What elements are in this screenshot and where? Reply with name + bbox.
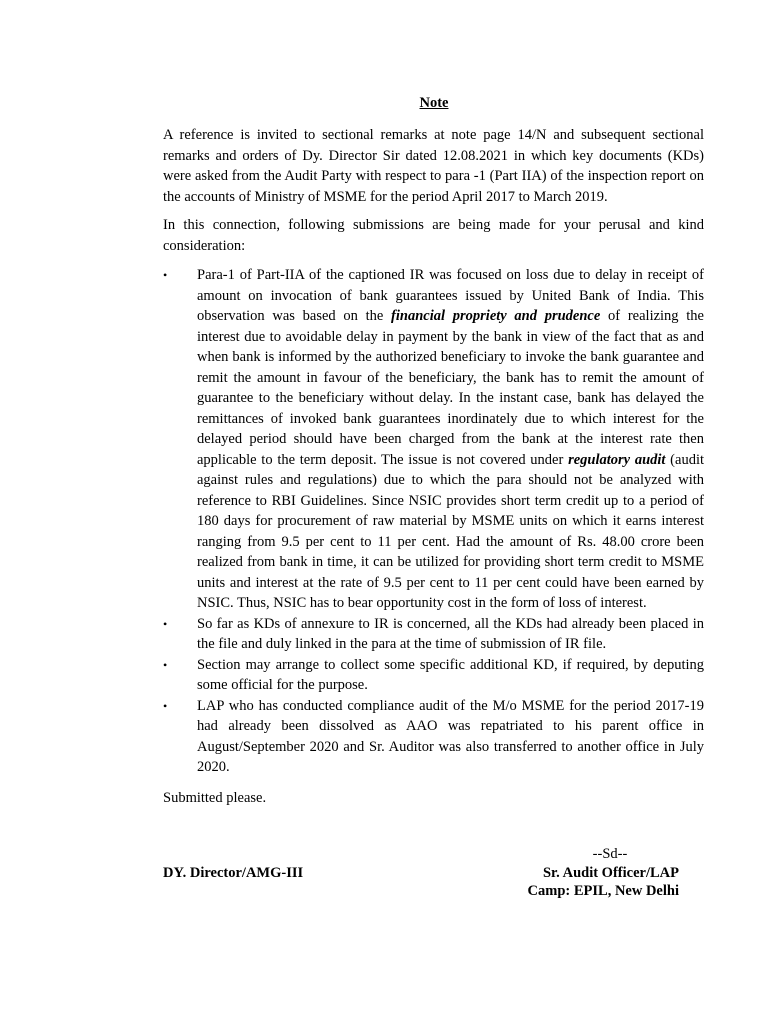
bullet-marker: • bbox=[163, 657, 168, 672]
signatory-location: Camp: EPIL, New Delhi bbox=[527, 883, 679, 899]
list-item-para1 bbox=[163, 265, 704, 614]
bullet1-text-part1: Para-1 of Part-IIA of the captioned IR was focused on loss due to delay in receipt of amount on invocation of bank guarantees issued by United Bank of India. This observation was based on the bbox=[197, 267, 704, 324]
paragraph-connection: In this connection, following submissions are being made for your perusal and kind consideration: bbox=[163, 217, 704, 254]
bullet-marker: • bbox=[163, 268, 168, 282]
emphasis-financial-propriety: financial propriety and prudence bbox=[391, 308, 601, 324]
addressee: DY. Director/AMG-III bbox=[163, 865, 304, 881]
list-item-lap bbox=[163, 696, 704, 778]
closing-line: Submitted please. bbox=[163, 789, 267, 806]
paragraph-reference: A reference is invited to sectional remarks at note page 14/N and subsequent sectional remarks and orders of Dy. Director Sir dated 12.08.2021 in which key documents (KDs) were asked from the Audit Party with respect to para -1 (Part IIA) of the inspection report on the accounts of Ministry of MSME for the period April 2017 to March 2019. bbox=[163, 127, 704, 205]
bullet1-text-part2: of realizing the interest due to avoidable delay in payment by the bank in view of the fact that as and when bank is informed by the authorized beneficiary to invoke the bank guarantee and remit the amount in favour of the beneficiary, the bank has to remit the amount of guarantee to the beneficiary without delay. In the instant case, bank has delayed the remittances of invoked bank guarantees inordinately due to which interest for the delayed period should have been charged from the bank at the interest rate then applicable to the term deposit. The issue is not covered under bbox=[197, 308, 704, 468]
bullet1-text-part3: (audit against rules and regulations) due to which the para should not be analyzed with reference to RBI Guidelines. Since NSIC provides short term credit up to a period of 180 days for procurement of raw material by MSME units on which it earns interest ranging from 9.5 per cent to 11 per cent. Had the amount of Rs. 48.00 crore been realized from bank in time, it can be utilized for providing short term credit to MSME units and interest at the rate of 9.5 per cent to 11 per cent could have been earned by NSIC. Thus, NSIC has to bear opportunity cost in the form of loss of interest. bbox=[197, 451, 705, 611]
submission-list bbox=[163, 265, 704, 778]
list-item-section bbox=[163, 655, 704, 696]
list-item-kds bbox=[163, 614, 704, 655]
list-item-text: LAP who has conducted compliance audit of the M/o MSME for the period 2017-19 had already been dissolved as AAO was repatriated to his parent office in August/September 2020 and Sr. Auditor was also transferred to another office in July 2020. bbox=[197, 697, 704, 775]
bullet-marker: • bbox=[163, 616, 168, 631]
list-item-text: Section may arrange to collect some specific additional KD, if required, by deputing some official for the purpose. bbox=[197, 656, 704, 693]
signatory bbox=[519, 864, 679, 900]
bullet-marker: • bbox=[163, 698, 168, 713]
document-title: Note bbox=[419, 95, 449, 111]
emphasis-regulatory-audit: regulatory audit bbox=[568, 451, 666, 468]
signatory-designation: Sr. Audit Officer/LAP bbox=[542, 865, 679, 881]
signature-sd: --Sd-- bbox=[592, 846, 628, 862]
document-body bbox=[163, 125, 704, 816]
list-item-text: So far as KDs of annexure to IR is concerned, all the KDs had already been placed in the file and duly linked in the para at the time of submission of IR file. bbox=[197, 615, 704, 652]
